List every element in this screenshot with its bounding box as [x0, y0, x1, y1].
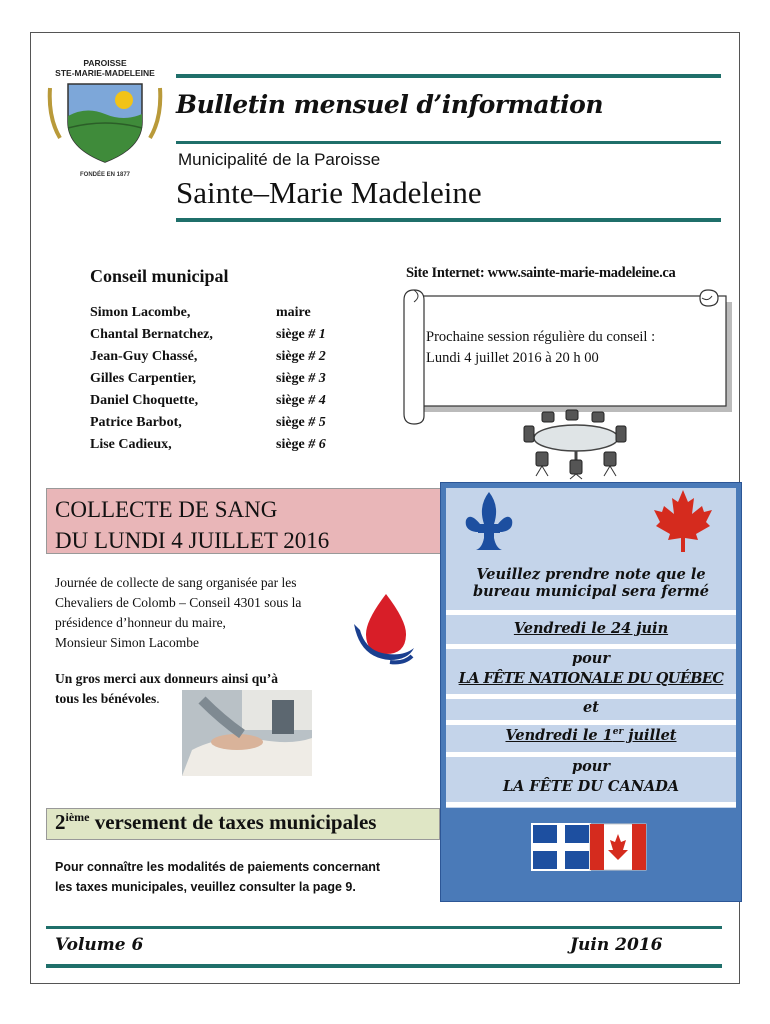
council-title: Conseil municipal	[90, 266, 229, 286]
header-rule-mid	[176, 141, 721, 144]
closure-pour-2: pour	[572, 758, 610, 775]
blood-drive-description: Journée de collecte de sang organisée par les Chevaliers de Colomb – Conseil 4301 sous la présidence d’honneur du maire, Monsieur Simon Lacombe	[55, 575, 302, 650]
website-link[interactable]: Site Internet: www.sainte-marie-madeleine.ca	[406, 265, 676, 281]
bulletin-title: Bulletin mensuel d’information	[176, 90, 604, 119]
notice-separator	[446, 752, 736, 757]
council-member-role: siège # 3	[276, 371, 326, 386]
blood-donation-photo	[182, 690, 312, 776]
council-member-role: siège # 5	[276, 415, 326, 430]
volume-number: Volume 6	[55, 935, 144, 955]
council-member-role: siège # 4	[276, 393, 326, 408]
council-member-name: Daniel Choquette,	[90, 393, 199, 408]
council-member-role: siège # 1	[276, 327, 326, 342]
logo-text-name: STE-MARIE-MADELEINE	[55, 68, 155, 78]
closure-intro: Veuillez prendre note que le bureau municipal sera fermé	[472, 566, 710, 600]
municipality-label: Municipalité de la Paroisse	[178, 150, 381, 169]
next-session-notice	[426, 327, 655, 369]
council-member-name: Simon Lacombe,	[90, 305, 191, 320]
blood-drive-thanks: Un gros merci aux donneurs ainsi qu’à tous les bénévoles.	[55, 671, 279, 706]
blood-drop-logo-icon	[350, 590, 416, 668]
maple-leaf-icon	[652, 488, 714, 554]
notice-separator	[446, 720, 736, 725]
session-date: Lundi 4 juillet 2016 à 20 h 00	[426, 350, 599, 366]
session-label: Prochaine session régulière du conseil :	[426, 329, 656, 345]
council-member-name: Lise Cadieux,	[90, 437, 172, 452]
notice-separator	[446, 644, 736, 649]
footer-rule-top	[46, 926, 722, 929]
closure-date-july: Vendredi le 1er juillet	[505, 727, 677, 744]
council-member-role: siège # 2	[276, 349, 326, 364]
coat-of-arms-icon	[46, 78, 164, 180]
council-member-role: siège # 6	[276, 437, 326, 452]
closure-date-june: Vendredi le 24 juin	[513, 620, 669, 637]
fleur-de-lis-icon	[462, 490, 516, 554]
council-member-name: Gilles Carpentier,	[90, 371, 197, 386]
header-rule-top	[176, 74, 721, 78]
council-member-name: Jean-Guy Chassé,	[90, 349, 198, 364]
footer-rule-bottom	[46, 964, 722, 968]
meeting-table-icon	[516, 408, 636, 480]
quebec-canada-flags-icon	[530, 820, 648, 874]
logo-text-parish: PAROISSE	[83, 58, 127, 68]
taxes-description: Pour connaître les modalités de paiements concernant les taxes municipales, veuillez consulter la page 9.	[55, 860, 381, 894]
issue-date: Juin 2016	[570, 935, 663, 955]
holiday-canada: LA FÊTE DU CANADA	[502, 778, 680, 795]
council-member-role: maire	[276, 305, 311, 320]
parish-logo	[46, 58, 164, 196]
council-member-name: Chantal Bernatchez,	[90, 327, 213, 342]
municipality-name: Sainte–Marie Madeleine	[176, 175, 482, 210]
notice-separator	[446, 610, 736, 615]
svg-text:FONDÉE EN 1877: FONDÉE EN 1877	[79, 172, 131, 178]
blood-drive-title: COLLECTE DE SANG DU LUNDI 4 JUILLET 2016	[55, 497, 330, 553]
header-rule-bottom	[176, 218, 721, 222]
closure-and: et	[583, 699, 599, 716]
notice-separator	[446, 802, 736, 807]
closure-pour-1: pour	[572, 650, 610, 667]
holiday-quebec: LA FÊTE NATIONALE DU QUÉBEC	[458, 670, 724, 687]
council-member-name: Patrice Barbot,	[90, 415, 182, 430]
taxes-title: 2ième versement de taxes municipales	[55, 810, 377, 834]
